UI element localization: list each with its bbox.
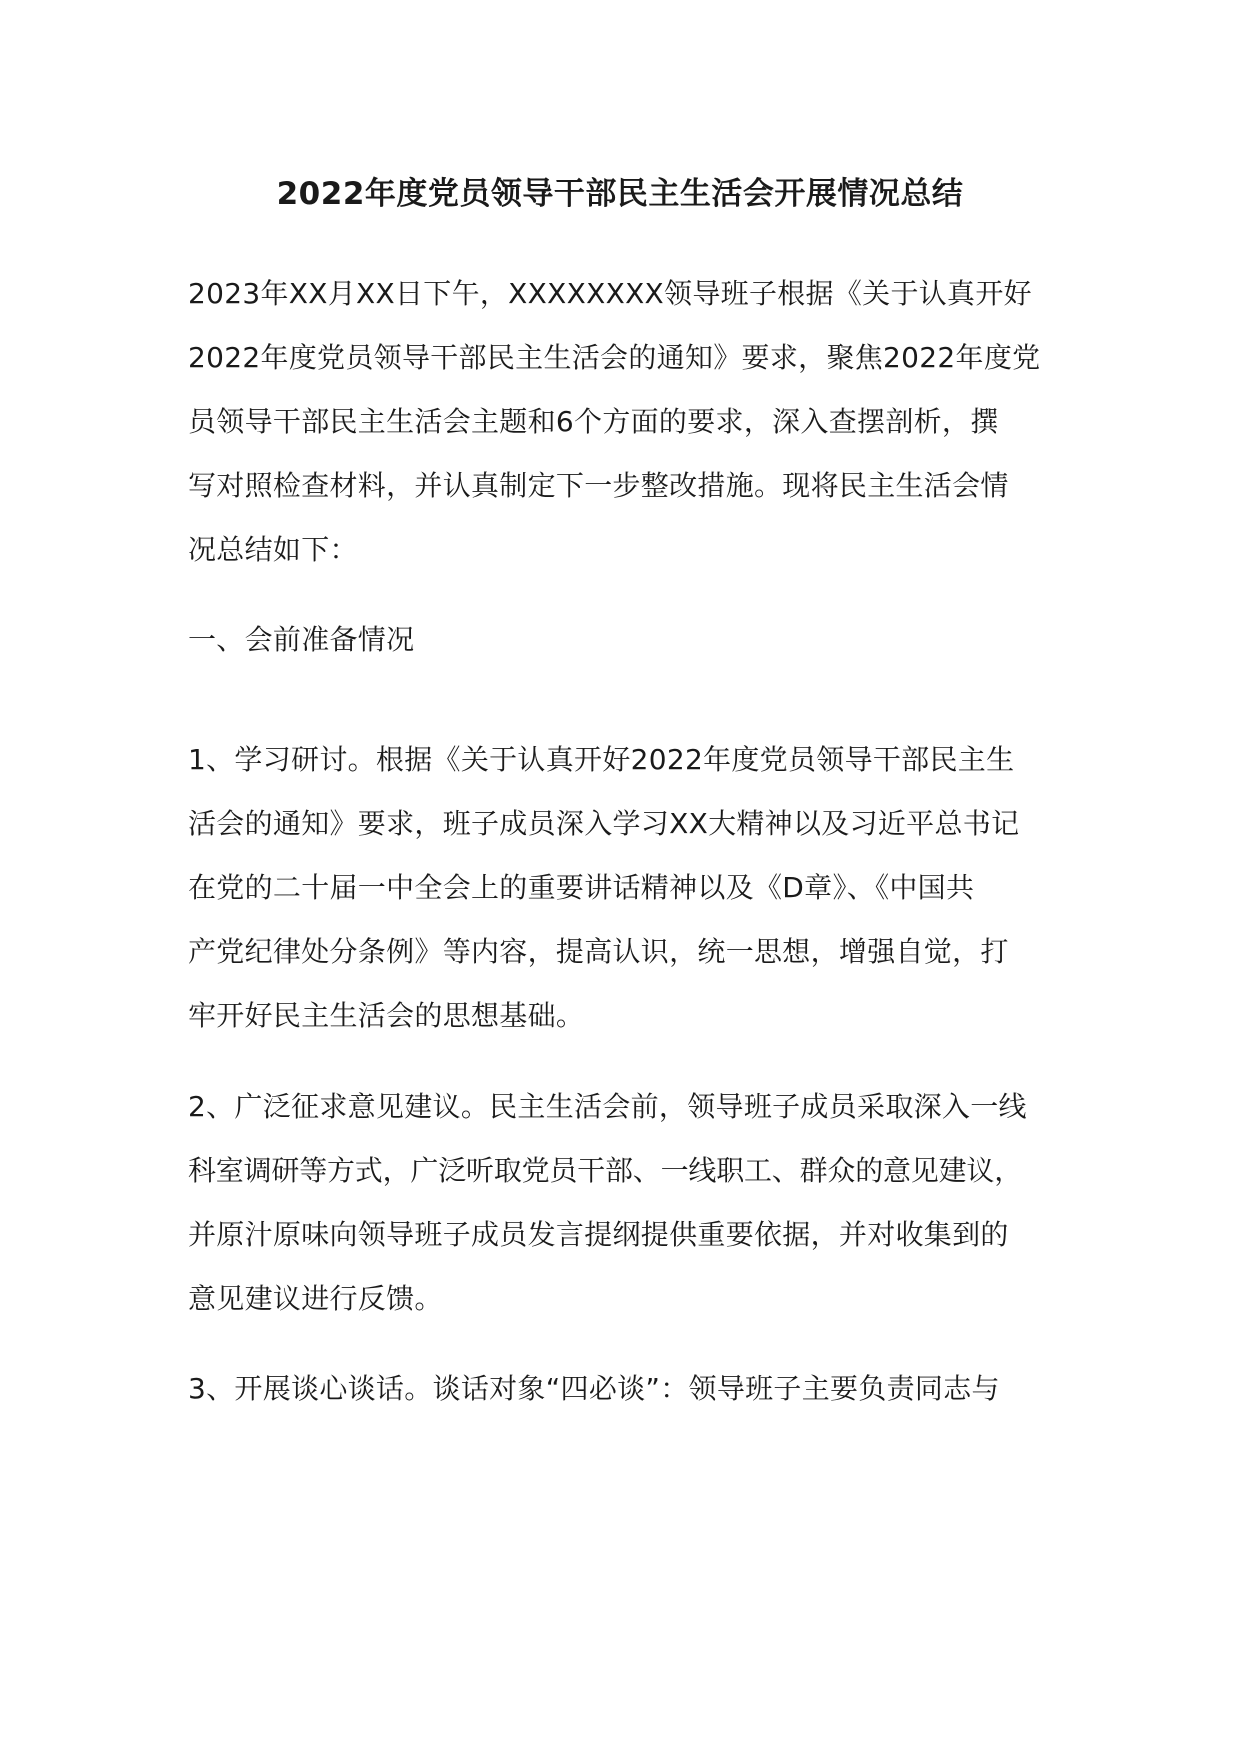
intro-paragraph — [188, 262, 1088, 582]
item-line: 科室调研等方式，广泛听取党员干部、一线职工、群众的意见建议， — [188, 1154, 1023, 1187]
intro-line: 况总结如下： — [188, 533, 358, 566]
intro-line: 员领导干部民主生活会主题和6个方面的要求，深入查摆剖析，撰 — [188, 405, 999, 438]
item-line: 3、开展谈心谈话。谈话对象“四必谈”：领导班子主要负责同志与 — [188, 1372, 1000, 1405]
intro-line: 2022年度党员领导干部民主生活会的通知》要求，聚焦2022年度党 — [188, 341, 1041, 374]
section-heading-text: 一、会前准备情况 — [188, 623, 415, 656]
intro-line: 写对照检查材料，并认真制定下一步整改措施。现将民主生活会情 — [188, 469, 1009, 502]
intro-line: 2023年XX月XX日下午，XXXXXXXX领导班子根据《关于认真开好 — [188, 277, 1032, 310]
item-line: 在党的二十届一中全会上的重要讲话精神以及《D章》、《中国共 — [188, 871, 975, 904]
item-line: 活会的通知》要求，班子成员深入学习XX大精神以及习近平总书记 — [188, 807, 1020, 840]
item-line: 产党纪律处分条例》等内容，提高认识，统一思想，增强自觉，打 — [188, 935, 1009, 968]
item-line: 意见建议进行反馈。 — [188, 1282, 443, 1315]
section-heading-preparation — [188, 608, 1088, 672]
item-study-paragraph — [188, 728, 1088, 1048]
item-opinions-paragraph — [188, 1075, 1088, 1331]
item-talks-paragraph — [188, 1357, 1088, 1421]
item-line: 2、广泛征求意见建议。民主生活会前，领导班子成员采取深入一线 — [188, 1090, 1027, 1123]
item-line: 并原汁原味向领导班子成员发言提纲提供重要依据，并对收集到的 — [188, 1218, 1009, 1251]
document-title: 2022年度党员领导干部民主生活会开展情况总结 — [276, 176, 964, 212]
item-line: 牢开好民主生活会的思想基础。 — [188, 999, 585, 1032]
item-line: 1、学习研讨。根据《关于认真开好2022年度党员领导干部民主生 — [188, 743, 1015, 776]
